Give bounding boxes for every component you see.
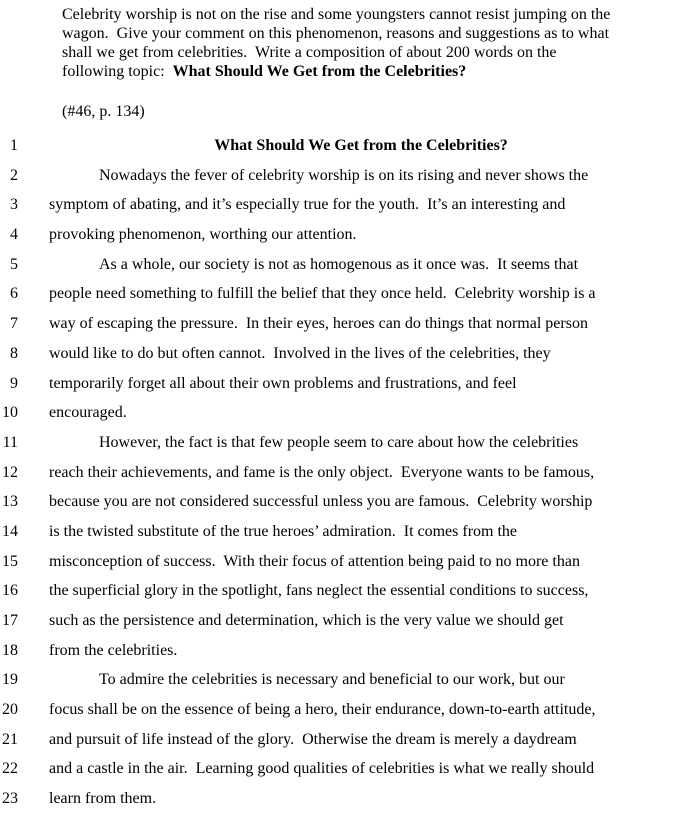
essay-line — [0, 428, 673, 458]
essay-line — [0, 131, 673, 161]
line-number: 4 — [10, 226, 18, 244]
line-number: 22 — [2, 760, 18, 778]
line-text: As a whole, our society is not as homogenous as it once was. It seems that — [99, 255, 579, 273]
line-number: 15 — [2, 552, 18, 570]
line-number: 16 — [2, 582, 18, 600]
line-text: is the twisted substitute of the true heroes’ admiration. It comes from the — [49, 522, 518, 540]
essay-line — [0, 398, 673, 428]
line-number: 8 — [10, 344, 18, 362]
line-number: 12 — [2, 463, 18, 481]
composition-prompt — [62, 5, 610, 81]
line-text: would like to do but often cannot. Involved in the lives of the celebrities, they — [49, 344, 551, 362]
line-number: 10 — [2, 404, 18, 422]
line-number: 23 — [2, 790, 18, 808]
line-text: provoking phenomenon, worthing our attention. — [49, 226, 357, 244]
essay-line — [0, 576, 673, 606]
line-number: 20 — [2, 701, 18, 719]
line-text: way of escaping the pressure. In their eyes, heroes can do things that normal person — [49, 315, 588, 333]
prompt-line: Celebrity worship is not on the rise and some youngsters cannot resist jumping on the — [62, 6, 611, 23]
line-number: 19 — [2, 671, 18, 689]
line-number: 9 — [10, 374, 18, 392]
essay-line — [0, 339, 673, 369]
line-number: 5 — [10, 255, 18, 273]
essay-line — [0, 487, 673, 517]
prompt-line: shall we get from celebrities. Write a composition of about 200 words on the — [62, 44, 557, 61]
essay-line — [0, 636, 673, 666]
line-number: 2 — [10, 166, 18, 184]
line-text: Nowadays the fever of celebrity worship is on its rising and never shows the — [99, 166, 589, 184]
essay-line — [0, 695, 673, 725]
line-text: and a castle in the air. Learning good qualities of celebrities is what we really should — [49, 760, 595, 778]
line-text: and pursuit of life instead of the glory. Otherwise the dream is merely a daydream — [49, 730, 577, 748]
essay-line — [0, 547, 673, 577]
essay-line — [0, 279, 673, 309]
essay-line — [0, 784, 673, 814]
prompt-topic-title: What Should We Get from the Celebrities? — [172, 63, 467, 80]
essay-line — [0, 517, 673, 547]
essay-line — [0, 220, 673, 250]
line-text: people need something to fulfill the belief that they once held. Celebrity worship is a — [49, 285, 596, 303]
essay-line — [0, 665, 673, 695]
essay-line — [0, 369, 673, 399]
line-number: 11 — [2, 433, 18, 451]
line-number: 7 — [10, 315, 18, 333]
line-text: symptom of abating, and it’s especially true for the youth. It’s an interesting and — [49, 196, 566, 214]
essay-body — [0, 131, 673, 814]
essay-line — [0, 190, 673, 220]
line-text: What Should We Get from the Celebrities? — [214, 137, 508, 154]
line-number: 21 — [2, 730, 18, 748]
essay-line — [0, 309, 673, 339]
essay-line — [0, 606, 673, 636]
line-text: the superficial glory in the spotlight, fans neglect the essential conditions to success, — [49, 582, 589, 600]
line-text: misconception of success. With their focus of attention being paid to no more than — [49, 552, 580, 570]
line-text: learn from them. — [49, 790, 157, 808]
line-text: However, the fact is that few people seem to care about how the celebrities — [99, 433, 579, 451]
essay-line — [0, 161, 673, 191]
line-number: 1 — [10, 137, 18, 154]
prompt-line: wagon. Give your comment on this phenomenon, reasons and suggestions as to what — [62, 25, 610, 42]
line-text: because you are not considered successful unless you are famous. Celebrity worship — [49, 493, 593, 511]
line-number: 3 — [10, 196, 18, 214]
essay-line — [0, 458, 673, 488]
line-text: such as the persistence and determination, which is the very value we should get — [49, 612, 564, 629]
essay-line — [0, 754, 673, 784]
line-text: encouraged. — [49, 404, 127, 422]
prompt-line-with-topic — [62, 62, 610, 81]
line-number: 6 — [10, 285, 18, 303]
line-text: To admire the celebrities is necessary and beneficial to our work, but our — [99, 671, 565, 689]
essay-line — [0, 725, 673, 755]
line-number: 14 — [2, 522, 18, 540]
line-number: 13 — [2, 493, 18, 511]
line-number: 17 — [2, 612, 18, 629]
essay-line — [0, 250, 673, 280]
prompt-topic-prefix: following topic: — [62, 63, 173, 80]
line-text: focus shall be on the essence of being a hero, their endurance, down-to-earth attitude, — [49, 701, 596, 719]
line-text: reach their achievements, and fame is the only object. Everyone wants to be famous, — [49, 463, 595, 481]
line-text: temporarily forget all about their own problems and frustrations, and feel — [49, 374, 517, 392]
source-reference: (#46, p. 134) — [62, 103, 145, 120]
line-text: from the celebrities. — [49, 641, 178, 659]
line-number: 18 — [2, 641, 18, 659]
